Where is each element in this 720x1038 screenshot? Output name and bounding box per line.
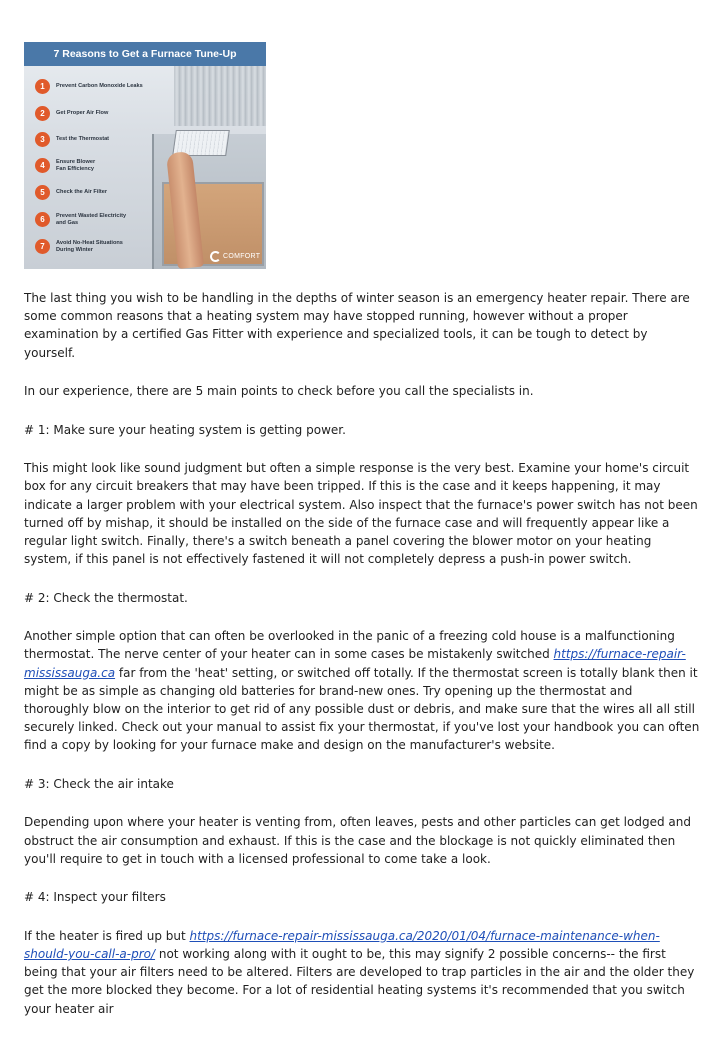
infographic-item-label: Test the Thermostat [56, 136, 110, 142]
section-heading: # 4: Inspect your filters [24, 890, 166, 905]
infographic-item [35, 239, 156, 254]
number-badge-4: 4 [35, 158, 50, 173]
paragraph: This might look like sound judgment but often a simple response is the very best. Examine your home's circuit box for any circuit breakers that may have been tripped. If this is the case and it keeps happening, it may indicate a larger problem with your electrical system. Also inspect that the furnace's power switch has not been turned off by mishap, it should be installed on the side of the furnace case and will frequently appear like a regular light switch. Finally, there's a switch beneath a panel covering the blower motor on your heating system, if this panel is not effectively fastened it will not completely depress a push-in power switch. [24, 461, 698, 567]
section-heading: # 1: Make sure your heating system is getting power. [24, 422, 346, 437]
infographic-title: 7 Reasons to Get a Furnace Tune-Up [24, 42, 266, 66]
infographic-item [35, 132, 156, 147]
paragraph-with-link [24, 927, 700, 1018]
number-badge-5: 5 [35, 185, 50, 200]
logo-text: COMFORT [223, 252, 261, 260]
section-heading: # 2: Check the thermostat. [24, 590, 188, 605]
number-badge-6: 6 [35, 212, 50, 227]
section-heading: # 3: Check the air intake [24, 776, 174, 791]
paragraph-with-link [24, 627, 700, 754]
article-body [24, 289, 700, 1038]
furnace-infographic [24, 42, 266, 269]
logo-icon [210, 251, 221, 262]
paragraph: In our experience, there are 5 main points to check before you call the specialists in. [24, 384, 534, 399]
number-badge-3: 3 [35, 132, 50, 147]
comfort-logo [210, 250, 260, 262]
furnace-maintenance-link[interactable]: https://furnace-repair-mississauga.ca/2020/01/04/furnace-maintenance-when-should-you-call-a-pro/ [24, 928, 660, 961]
paragraph-text: If the heater is fired up but [24, 928, 190, 943]
paragraph-text: not working along with it ought to be, this may signify 2 possible concerns-- the first being that your air filters need to be altered. Filters are developed to trap particles in the air and the older they get the more blocked they become. For a lot of residential heating systems it's recommended that you switch your heater air [24, 946, 695, 1016]
paragraph: Depending upon where your heater is venting from, often leaves, pests and other particles can get lodged and obstruct the air consumption and exhaust. If this is the case and the blockage is not quickly eliminated then you'll require to get in touch with a licensed professional to come take a look. [24, 815, 691, 866]
infographic-item-label: Prevent Wasted Electricity and Gas [56, 212, 127, 226]
number-badge-1: 1 [35, 79, 50, 94]
infographic-item [35, 185, 156, 200]
infographic-item-label: Check the Air Filter [56, 189, 108, 195]
infographic-item [35, 79, 156, 94]
infographic-item [35, 106, 156, 121]
infographic-item [35, 158, 156, 173]
number-badge-7: 7 [35, 239, 50, 254]
number-badge-2: 2 [35, 106, 50, 121]
infographic-item [35, 212, 156, 227]
infographic-item-label: Ensure Blower Fan Efficiency [56, 158, 96, 172]
furnace-repair-link[interactable]: https://furnace-repair-mississauga.ca [24, 647, 686, 680]
infographic-item-label: Avoid No-Heat Situations During Winter [56, 239, 123, 253]
infographic-item-label: Prevent Carbon Monoxide Leaks [56, 83, 143, 89]
infographic-item-label: Get Proper Air Flow [56, 110, 109, 116]
paragraph: The last thing you wish to be handling in the depths of winter season is an emergency heater repair. There are some common reasons that a heating system may have stopped running, however without a proper examination by a certified Gas Fitter with experience and specialized tools, it can be tough to detect by yourself. [24, 291, 690, 360]
paragraph-text: Another simple option that can often be overlooked in the panic of a freezing cold house is a malfunctioning thermostat. The nerve center of your heater can in some cases be mistakenly switched [24, 629, 675, 662]
paragraph-text: far from the 'heat' setting, or switched off totally. If the thermostat screen is totally blank then it might be as simple as changing old batteries for brand-new ones. Try opening up the thermostat and thoroughly blow on the interior to get rid of any possible dust or debris, and make sure that the wires all all still securely linked. Check out your manual to assist fix your thermostat, if you've lost your handbook you can often find a copy by looking for your furnace make and design on the manufacturer's website. [24, 665, 700, 753]
ductwork-illustration [174, 66, 266, 126]
